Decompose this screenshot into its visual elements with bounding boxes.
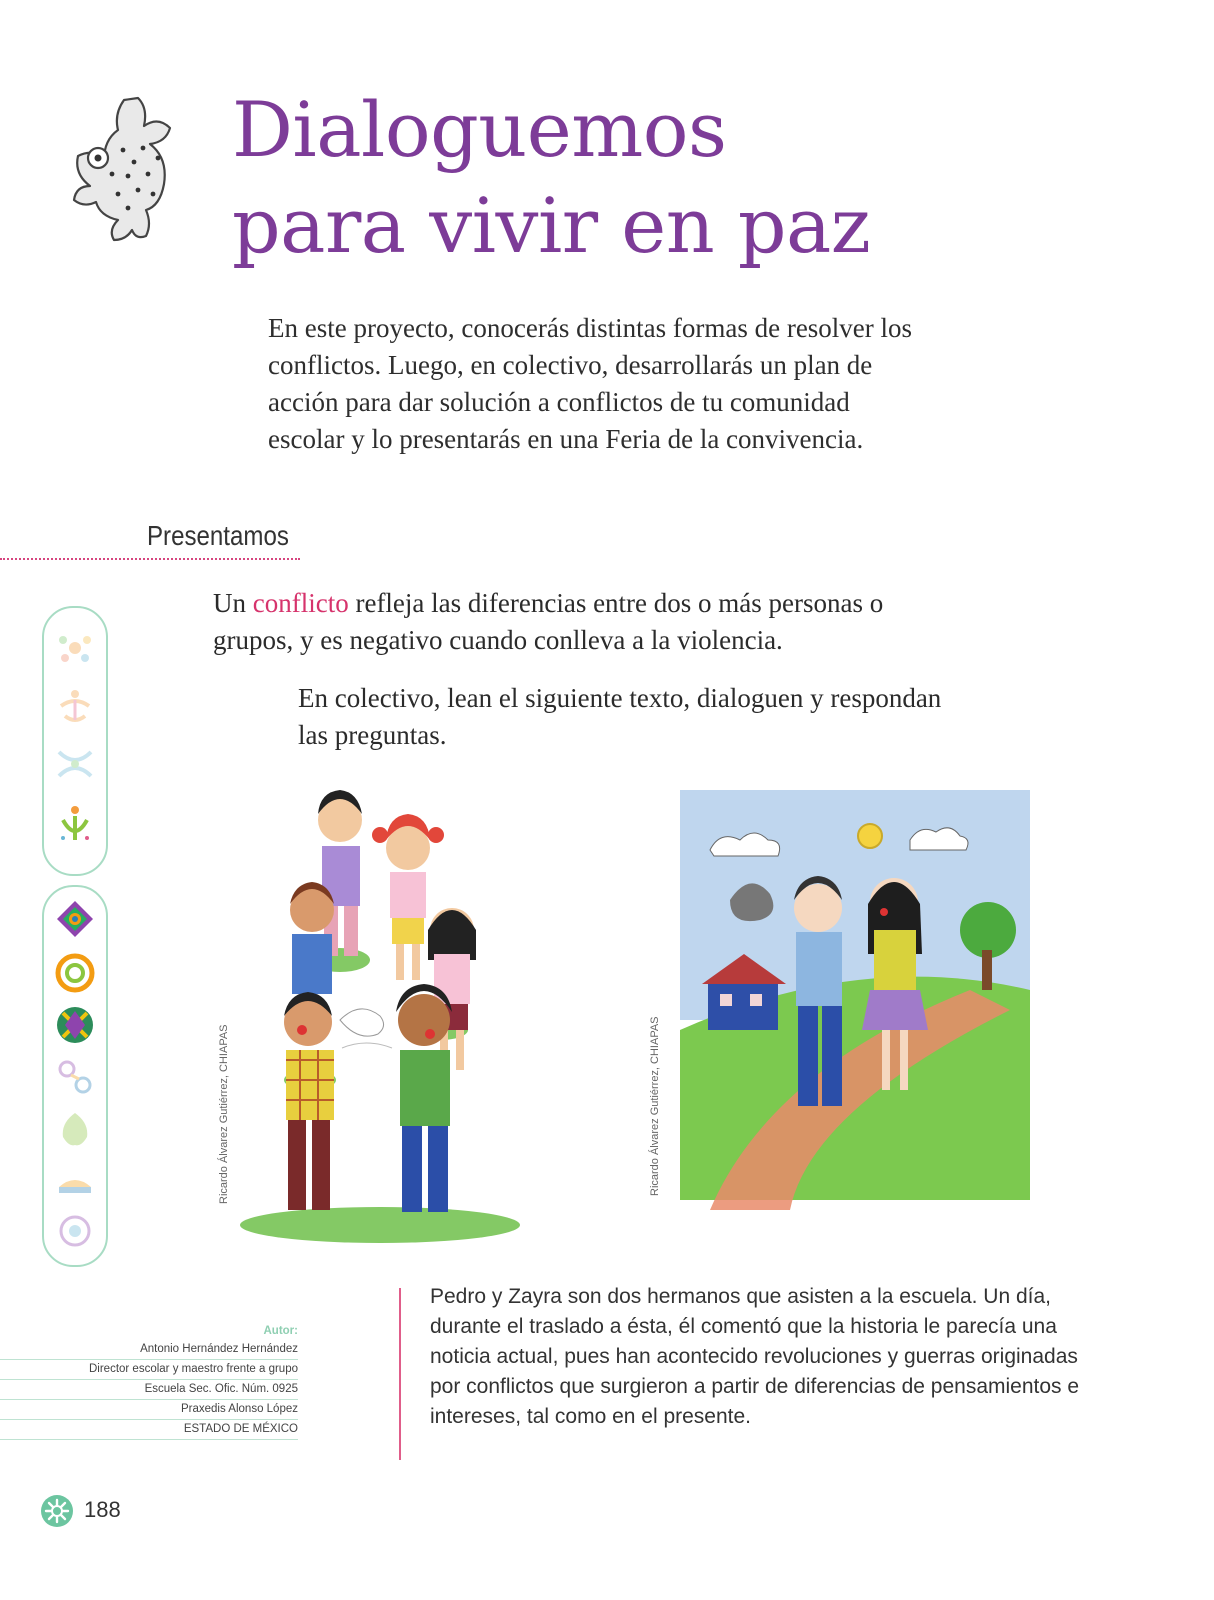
eje-pensamiento-critico-icon	[55, 953, 95, 993]
conflict-keyword: conflicto	[252, 588, 349, 618]
campos-formativos-rail	[42, 606, 108, 876]
definition-paragraph	[213, 585, 913, 659]
eje-inclusion-icon	[55, 899, 95, 939]
ejes-articuladores-rail	[42, 885, 108, 1267]
reading-passage: Pedro y Zayra son dos hermanos que asisten a la escuela. Un día, durante el traslado a ésta, él comentó que la historia le parecía una noticia actual, pues han acontecido revoluciones y guerras originadas por conflictos que surgieron a partir de diferencias de pensamientos e intereses, tal como en el presente.	[430, 1285, 1080, 1428]
author-credits	[0, 1322, 298, 1440]
author-name: Antonio Hernández Hernández	[0, 1340, 298, 1360]
eje-interculturalidad-icon	[55, 1005, 95, 1045]
author-state: ESTADO DE MÉXICO	[0, 1420, 298, 1440]
reading-accent-rule	[399, 1288, 401, 1460]
illustration-credit-left: Ricardo Álvarez Gutiérrez, CHIAPAS	[218, 1024, 230, 1204]
campo-formativo-4-icon	[55, 804, 95, 844]
title-line-1: Dialoguemos	[232, 85, 727, 174]
eje-vida-saludable-icon	[55, 1109, 95, 1149]
author-role: Director escolar y maestro frente a grupo	[0, 1360, 298, 1380]
eje-artes-icon	[55, 1211, 95, 1251]
title-line-2: para vivir en paz	[232, 181, 871, 270]
definition-after: refleja las diferencias entre dos o más personas o grupos, y es negativo cuando conlleva a la violencia.	[213, 588, 884, 655]
children-conflict-illustration	[230, 780, 530, 1250]
eje-igualdad-icon	[55, 1057, 95, 1097]
campo-formativo-1-icon	[55, 628, 95, 668]
illustration-credit-right: Ricardo Álvarez Gutiérrez, CHIAPAS	[649, 1016, 661, 1196]
intro-paragraph: En este proyecto, conocerás distintas formas de resolver los conflictos. Luego, en colectivo, desarrollarás un plan de acción para dar solución a conflictos de tu comunidad escolar y lo presentarás en una Feria de la convivencia.	[268, 313, 913, 454]
jaguar-icon	[68, 90, 188, 255]
section-heading: Presentamos	[147, 520, 289, 551]
siblings-walking-illustration	[670, 780, 1040, 1230]
campo-formativo-2-icon	[55, 686, 95, 726]
page-title	[232, 82, 870, 274]
section-divider	[0, 558, 300, 560]
instruction-paragraph: En colectivo, lean el siguiente texto, dialoguen y respondan las preguntas.	[298, 683, 942, 750]
page-number: 188	[84, 1497, 121, 1522]
campo-formativo-3-icon	[55, 744, 95, 784]
page-badge-icon	[40, 1494, 74, 1528]
author-label: Autor:	[263, 1325, 298, 1337]
author-locality: Praxedis Alonso López	[0, 1400, 298, 1420]
eje-lectura-icon	[55, 1161, 95, 1201]
definition-before: Un	[213, 588, 253, 618]
author-school: Escuela Sec. Ofic. Núm. 0925	[0, 1380, 298, 1400]
